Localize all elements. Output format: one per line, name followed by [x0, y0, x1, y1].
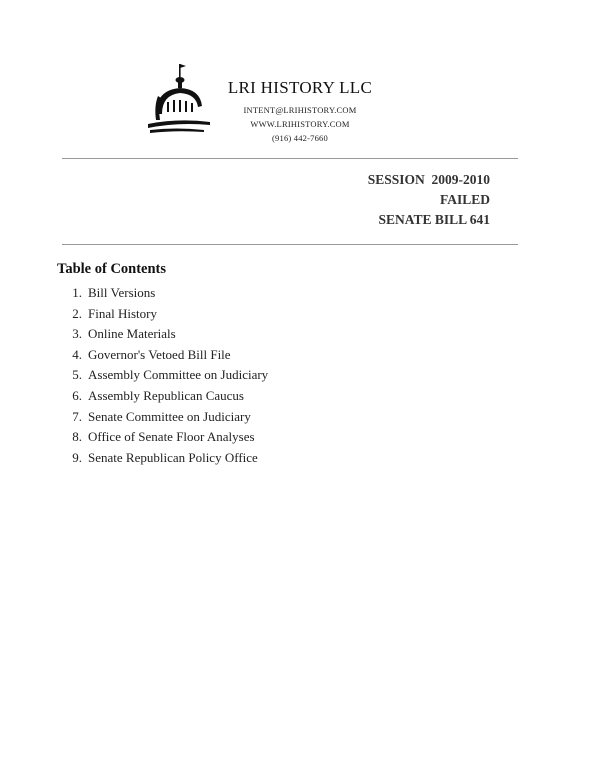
toc-item-number: 8.: [72, 429, 82, 445]
toc-item[interactable]: [62, 304, 268, 325]
bill-session: SESSION 2009-2010: [367, 172, 490, 187]
toc-item-label: Governor's Vetoed Bill File: [88, 346, 231, 362]
capitol-dome-icon: [142, 62, 214, 138]
toc-item-number: 9.: [72, 449, 82, 465]
toc-item-label: Final History: [88, 305, 157, 321]
toc-item-number: 1.: [72, 285, 82, 300]
company-website: WWW.LRIHISTORY.COM: [250, 119, 350, 129]
company-header: [220, 78, 380, 143]
toc-heading: Table of Contents: [57, 261, 167, 277]
toc-item-number: 4.: [72, 346, 82, 362]
company-phone: (916) 442-7660: [272, 133, 328, 143]
toc-item-label: Senate Committee on Judiciary: [88, 408, 251, 424]
toc-item-number: 2.: [72, 305, 82, 321]
company-name: LRI HISTORY LLC: [227, 78, 373, 97]
toc-item[interactable]: [62, 386, 268, 407]
toc-item[interactable]: [62, 345, 268, 366]
toc-list: [62, 283, 268, 468]
toc-item[interactable]: [62, 324, 268, 345]
bottom-divider: [62, 244, 518, 245]
toc-item-label: Bill Versions: [88, 285, 156, 300]
toc-item-number: 6.: [72, 387, 82, 403]
toc-item-label: Office of Senate Floor Analyses: [88, 429, 255, 445]
toc-item-label: Online Materials: [88, 326, 176, 342]
toc-item-label: Assembly Republican Caucus: [88, 387, 244, 403]
toc-item-number: 5.: [72, 367, 82, 383]
top-divider: [62, 158, 518, 159]
toc-item-label: Assembly Committee on Judiciary: [88, 367, 269, 383]
bill-status: FAILED: [439, 192, 490, 207]
toc-item-number: 7.: [72, 408, 82, 424]
toc-item-number: 3.: [72, 326, 82, 342]
toc-item-label: Senate Republican Policy Office: [88, 449, 258, 465]
bill-title: SENATE BILL 641: [378, 212, 490, 227]
toc-item[interactable]: [62, 407, 268, 428]
toc-item[interactable]: [62, 365, 268, 386]
toc-item[interactable]: [62, 448, 268, 469]
bill-info: [368, 170, 490, 230]
company-email: INTENT@LRIHISTORY.COM: [243, 105, 357, 115]
toc-item[interactable]: [62, 427, 268, 448]
toc-item[interactable]: [62, 283, 268, 304]
